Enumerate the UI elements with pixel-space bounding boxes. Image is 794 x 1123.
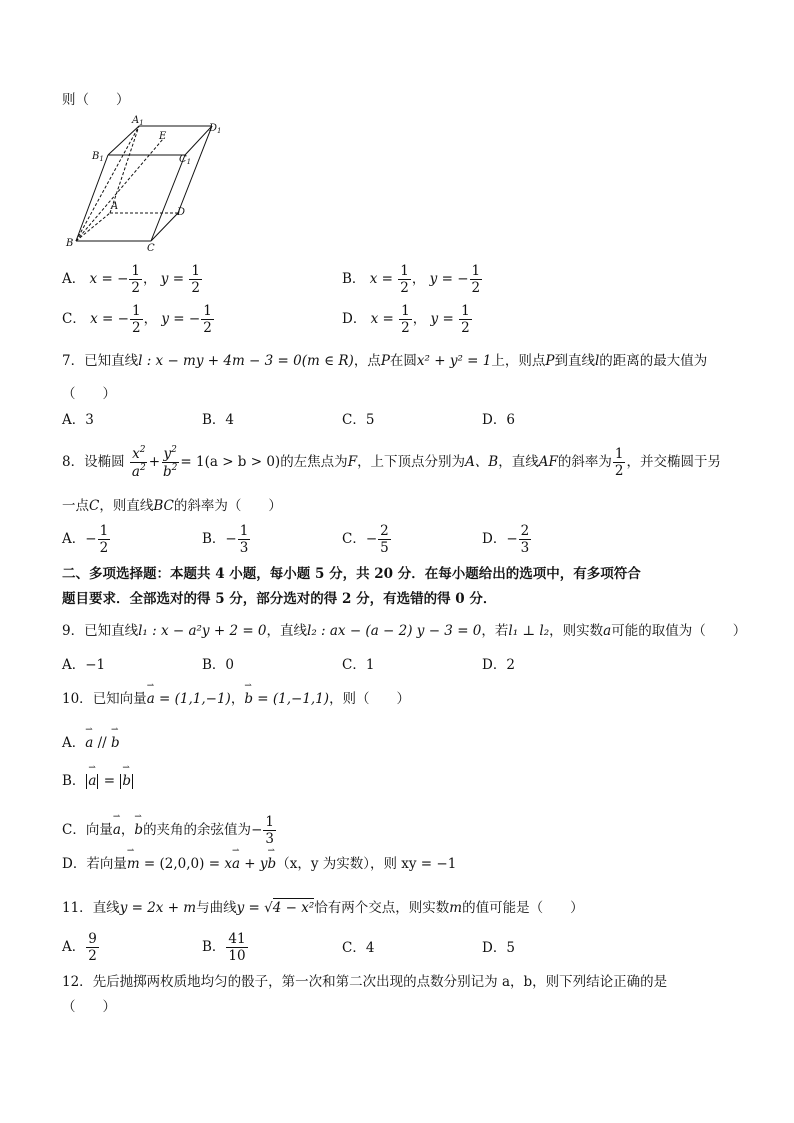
q10-option-d[interactable]: D．若向量⇀ m = (2,0,0) = x⇀ a + y⇀ b（x，y 为实数），则 xy = −1: [62, 858, 456, 872]
q9-stem: 9．已知直线l₁ : x − a²y + 2 = 0，直线l₂ : ax − (a − 2) y − 3 = 0，若l₁ ⊥ l₂，则实数a可能的取值为（ ）: [62, 623, 747, 639]
label-C1: $C_1$: [179, 154, 192, 166]
q9-option-d[interactable]: D．2: [482, 657, 515, 673]
q11-option-d[interactable]: D．5: [482, 940, 515, 956]
q6-option-c[interactable]: C． x = − $\frac{1}{2}$ ， y = − $\frac{1}{2}$: [62, 303, 212, 337]
q10-option-c[interactable]: C．向量⇀ a，⇀ b的夹角的余弦值为− $\frac{1}{3}$: [62, 815, 277, 846]
label-D: D: [177, 207, 186, 218]
section2-header-line1: 二、多项选择题：本题共 4 小题，每小题 5 分，共 20 分．在每小题给出的选项中，有多项符合: [62, 566, 641, 582]
q6-option-a[interactable]: A． x = − $\frac{1}{2}$ ， y = $\frac{1}{2}$: [62, 263, 200, 297]
q7-stem: 7．已知直线l : x − my + 4m − 3 = 0(m ∈ R)，点P在圆x² + y² = 1上，则点P到直线l的距离的最大值为: [62, 353, 708, 369]
q9-option-a[interactable]: A．−1: [62, 657, 106, 673]
q9-option-c[interactable]: C．1: [342, 657, 375, 673]
q11-option-a[interactable]: A． $\frac{9}{2}$: [62, 931, 97, 965]
q10-option-a[interactable]: A．⇀ a // ⇀ b: [62, 737, 120, 751]
label-D1: $D_1$: [209, 123, 222, 135]
q8-stem: 8．设椭圆 $\frac{x^2}{a^2}$ + $\frac{y^2}{b^2}$ = 1(a > b > 0)的左焦点为F，上下顶点分别为A、B，直线AF的斜率为 $\frac{1}{2}$ ，并交椭圆于另: [62, 445, 721, 481]
q9-option-b[interactable]: B．0: [202, 657, 235, 673]
q11-option-b[interactable]: B． $\frac{41}{10}$: [202, 931, 246, 965]
label-A1: $A_1$: [132, 115, 144, 127]
q11-stem: 11．直线y = 2x + m与曲线y = √4 − x²恰有两个交点，则实数m的值可能是（ ）: [62, 900, 584, 916]
q6-stem: 则（ ）: [62, 92, 130, 108]
q7-option-a[interactable]: A．3: [62, 412, 94, 428]
q12-paren: （ ）: [62, 999, 116, 1015]
label-C: C: [147, 243, 155, 252]
q7-option-d[interactable]: D．6: [482, 412, 515, 428]
label-B1: $B_1$: [92, 151, 104, 163]
sqrt-symbol: √: [264, 900, 273, 916]
q8-option-c[interactable]: C．− $\frac{2}{5}$: [342, 523, 389, 557]
q6-option-b[interactable]: B． x = $\frac{1}{2}$ ， y = − $\frac{1}{2}$: [342, 263, 481, 297]
q11-option-c[interactable]: C．4: [342, 940, 375, 956]
q10-stem: 10．已知向量⇀ a = (1,1,−1)，⇀ b = (1,−1,1)，则（ ）: [62, 693, 410, 707]
label-E: E: [159, 131, 167, 142]
q8-option-b[interactable]: B．− $\frac{1}{3}$: [202, 523, 249, 557]
q7-paren: （ ）: [62, 386, 116, 402]
q6-parallelepiped-figure: [62, 112, 232, 252]
q7-option-c[interactable]: C．5: [342, 412, 375, 428]
q7-option-b[interactable]: B．4: [202, 412, 235, 428]
q12-stem: 12．先后抛掷两枚质地均匀的骰子，第一次和第二次出现的点数分别记为 a，b，则下列结论正确的是: [62, 974, 668, 990]
q8-option-a[interactable]: A．− $\frac{1}{2}$: [62, 523, 109, 557]
q8-stem-line2: 一点C，则直线BC的斜率为（ ）: [62, 498, 282, 514]
label-A: A: [111, 201, 119, 212]
q8-option-d[interactable]: D．− $\frac{2}{3}$: [482, 523, 530, 557]
section2-header-line2: 题目要求．全部选对的得 5 分，部分选对的得 2 分，有选错的得 0 分．: [62, 591, 497, 607]
q10-option-b[interactable]: B．⇀ a = ⇀ b: [62, 774, 134, 789]
label-B: B: [66, 238, 74, 249]
q6-option-d[interactable]: D． x = $\frac{1}{2}$ ， y = $\frac{1}{2}$: [342, 303, 470, 337]
